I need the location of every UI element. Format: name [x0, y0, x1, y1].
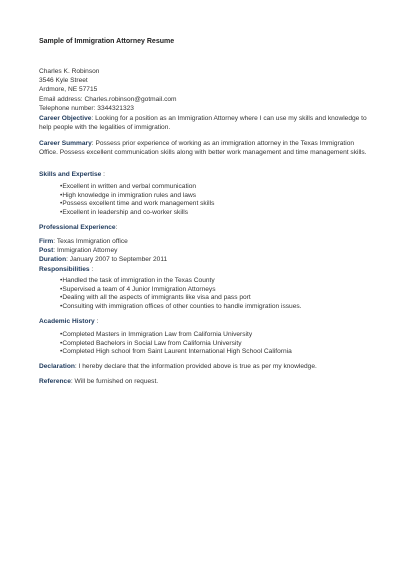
document-title: Sample of Immigration Attorney Resume [39, 38, 175, 45]
contact-street: 3546 Kyle Street [39, 77, 88, 85]
academic-list [60, 331, 292, 357]
declaration-text: : I hereby declare that the information provided above is true as per my knowledge. [74, 363, 317, 370]
skills-heading [39, 171, 105, 178]
responsibilities-row [39, 265, 369, 274]
list-item: • Excellent in leadership and co-worker skills [60, 209, 214, 218]
firm-row [39, 237, 369, 246]
contact-phone: Telephone number: 3344321323 [39, 104, 134, 112]
career-objective-label: Career Objective [39, 115, 92, 122]
duration-row [39, 255, 369, 264]
duration-label: Duration [39, 256, 67, 264]
contact-block [39, 67, 177, 113]
experience-details [39, 237, 369, 274]
list-item: • Excellent in written and verbal communication [60, 183, 214, 192]
career-summary [39, 139, 369, 157]
contact-city: Ardmore, NE 57715 [39, 86, 98, 94]
duration-value: : January 2007 to September 2011 [66, 256, 168, 264]
experience-heading [39, 224, 117, 231]
list-item: • Dealing with all the aspects of immigrants like visa and pass port [60, 294, 302, 303]
post-value: : Immigration Attorney [53, 247, 118, 255]
list-item: • Completed Bachelors in Social Law from California University [60, 340, 292, 349]
responsibilities-suffix: : [89, 265, 94, 273]
career-objective [39, 114, 369, 132]
list-item: • High knowledge in immigration rules and laws [60, 192, 214, 201]
contact-email: Email address: Charles.robinson@gotmail.com [39, 95, 177, 103]
skills-heading-suffix: : [101, 171, 105, 178]
list-item: • Completed High school from Saint Laurent International High School California [60, 348, 292, 357]
skills-heading-text: Skills and Expertise [39, 171, 102, 178]
firm-value: : Texas Immigration office [53, 238, 128, 245]
reference-text: : Will be furnished on request. [70, 378, 159, 385]
list-item: • Possess excellent time and work management skills [60, 200, 214, 209]
reference [39, 377, 369, 386]
career-summary-text: : Possess prior experience of working as an immigration attorney in the Texas Immigration Office. Possess excellent communication skills along with better work management and time management skills. [39, 140, 367, 157]
reference-label: Reference [39, 378, 71, 385]
experience-heading-suffix: : [115, 224, 118, 231]
list-item: • Handled the task of immigration in the Texas County [60, 277, 302, 286]
post-row [39, 246, 369, 255]
firm-label: Firm [39, 238, 54, 245]
academic-heading-suffix: : [94, 318, 99, 325]
declaration-label: Declaration [39, 363, 75, 370]
skills-list [60, 183, 214, 217]
academic-heading [39, 318, 98, 325]
experience-heading-text: Professional Experience [39, 224, 116, 231]
post-label: Post [39, 247, 54, 255]
career-objective-text: : Looking for a position as an Immigration Attorney where I can use my skills and knowledge to help people with the legalities of immigration. [39, 115, 367, 132]
list-item: • Supervised a team of 4 Junior Immigration Attorneys [60, 286, 302, 295]
contact-name: Charles K. Robinson [39, 68, 100, 75]
career-summary-label: Career Summary [39, 140, 92, 147]
list-item: • Consulting with immigration offices of other counties to handle immigration issues. [60, 303, 302, 312]
academic-heading-text: Academic History [39, 318, 95, 325]
list-item: • Completed Masters in Immigration Law from California University [60, 331, 292, 340]
declaration [39, 362, 369, 371]
responsibilities-label: Responsibilities [39, 265, 90, 273]
responsibilities-list [60, 277, 302, 311]
